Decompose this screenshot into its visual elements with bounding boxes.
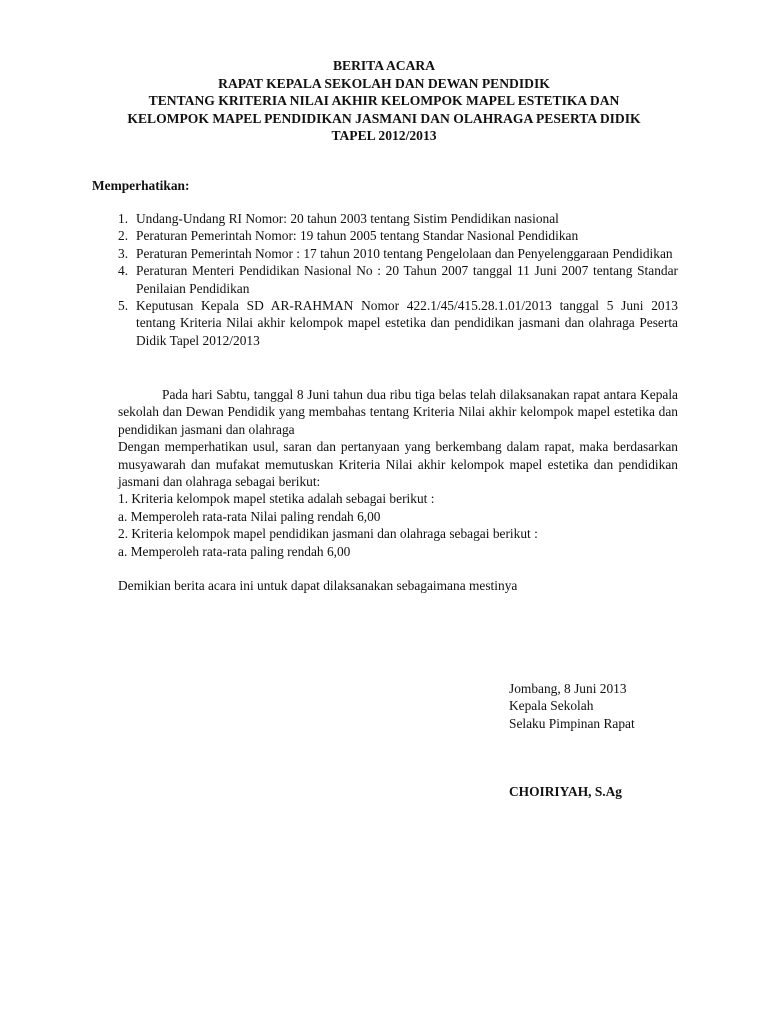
closing-statement: Demikian berita acara ini untuk dapat dilaksanakan sebagaimana mestinya [118,578,518,593]
list-item-number: 3. [118,245,129,261]
list-item [118,262,678,297]
list-item-number: 1. [118,211,129,226]
title-line-3: TENTANG KRITERIA NILAI AKHIR KELOMPOK MAPEL ESTETIKA DAN [148,93,620,109]
title-line-5: TAPEL 2012/2013 [331,128,437,144]
list-item-text: Peraturan Pemerintah Nomor : 17 tahun 2010 tentang Pengelolaan dan Penyelenggaraan Pendidikan [136,245,673,261]
decision-item-2a: a. Memperoleh rata-rata paling rendah 6,00 [118,543,351,559]
title-line-2: RAPAT KEPALA SEKOLAH DAN DEWAN PENDIDIK [218,75,550,91]
list-item-text: Peraturan Menteri Pendidikan Nasional No : 20 Tahun 2007 tanggal 11 Juni 2007 tentang Standar Penilaian Pendidikan [136,263,678,296]
title-line-4: KELOMPOK MAPEL PENDIDIKAN JASMANI DAN OLAHRAGA PESERTA DIDIK [127,110,641,126]
list-item-text: Keputusan Kepala SD AR-RAHMAN Nomor 422.1/45/415.28.1.01/2013 tanggal 5 Juni 2013 tentang Kriteria Nilai akhir kelompok mapel estetika dan pendidikan jasmani dan olahraga Peserta Didik Tapel 2012/2013 [136,298,678,348]
decision-item-2: 2. Kriteria kelompok mapel pendidikan jasmani dan olahraga sebagai berikut : [118,526,538,542]
signature-block [509,680,635,732]
signer-role: Selaku Pimpinan Rapat [509,715,635,731]
document-title [80,57,688,145]
list-item [118,245,678,262]
signer-position: Kepala Sekolah [509,698,594,714]
list-item [118,227,678,244]
considerations-heading: Memperhatikan: [92,178,190,193]
list-item-number: 2. [118,228,129,244]
decision-item-1: 1. Kriteria kelompok mapel stetika adalah sebagai berikut : [118,491,435,507]
place-date: Jombang, 8 Juni 2013 [509,681,627,696]
signer-name: CHOIRIYAH, S.Ag [509,784,622,799]
list-item-text: Peraturan Pemerintah Nomor: 19 tahun 2005 tentang Standar Nasional Pendidikan [136,228,579,244]
list-item-number: 4. [118,263,129,279]
list-item [118,210,678,227]
considerations-list [118,210,678,349]
decision-paragraph: Dengan memperhatikan usul, saran dan pertanyaan yang berkembang dalam rapat, maka berdasarkan musyawarah dan mufakat memutuskan Kriteria Nilai akhir kelompok mapel estetika dan pendidikan jasmani dan olahraga sebagai berikut: [118,439,678,490]
body-text [118,386,678,560]
list-item-number: 5. [118,298,129,314]
decision-item-1a: a. Memperoleh rata-rata Nilai paling rendah 6,00 [118,508,381,524]
list-item-text: Undang-Undang RI Nomor: 20 tahun 2003 tentang Sistim Pendidikan nasional [136,211,559,226]
title-line-1: BERITA ACARA [332,58,436,73]
list-item [118,297,678,349]
meeting-paragraph: Pada hari Sabtu, tanggal 8 Juni tahun dua ribu tiga belas telah dilaksanakan rapat antara Kepala sekolah dan Dewan Pendidik yang membahas tentang Kriteria Nilai akhir kelompok mapel estetika dan pendidikan jasmani dan olahraga [118,387,678,437]
